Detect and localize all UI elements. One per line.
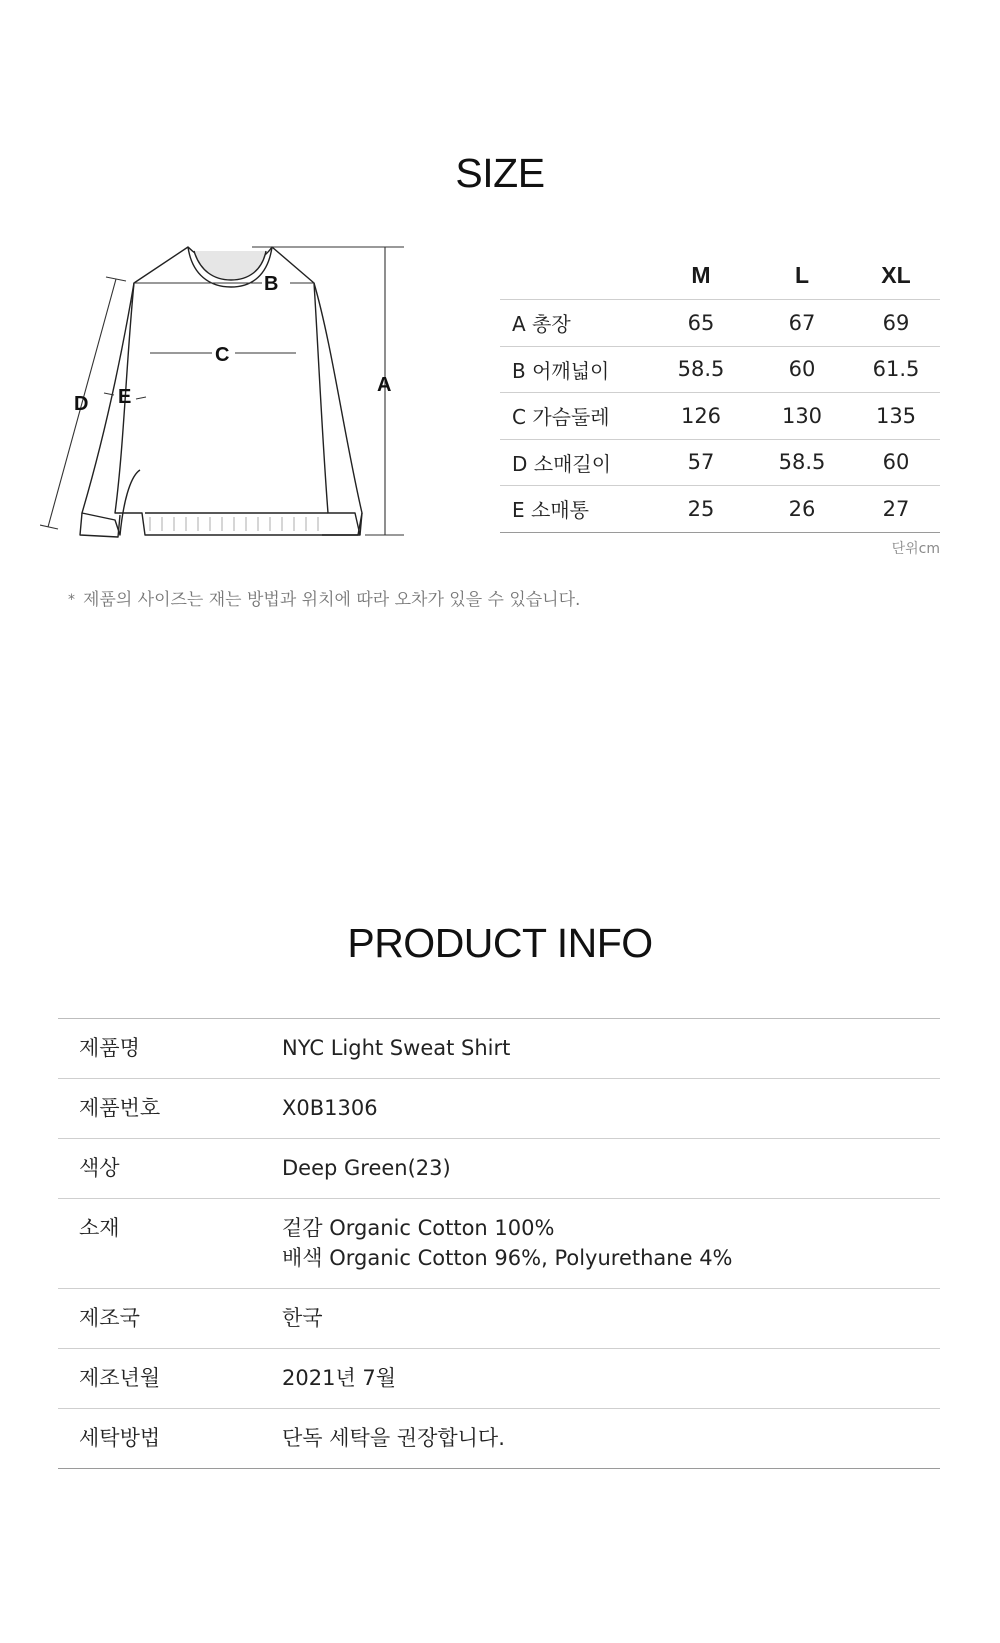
- size-header-l: L: [794, 262, 810, 288]
- sweatshirt-outline: [115, 247, 360, 535]
- diagram-label-b: B: [264, 273, 279, 295]
- info-value: 겉감 Organic Cotton 100% 배색 Organic Cotton 96%, Polyurethane 4%: [282, 1216, 733, 1270]
- size-cell: 25: [687, 496, 715, 521]
- note-asterisk: *: [68, 592, 75, 608]
- diagram-label-a: A: [377, 374, 392, 396]
- size-header-m: M: [691, 262, 711, 288]
- size-cell: 60: [788, 357, 816, 382]
- size-cell: 135: [875, 403, 917, 428]
- info-label: 제조년월: [79, 1366, 161, 1390]
- size-cell: 58.5: [677, 357, 725, 382]
- product-info-title: PRODUCT INFO: [347, 920, 653, 966]
- table-row: [500, 486, 940, 533]
- diagram-label-d: D: [74, 393, 89, 415]
- table-row: [500, 393, 940, 440]
- info-value: 2021년 7월: [282, 1366, 397, 1390]
- table-row: [58, 1409, 940, 1469]
- info-label: 제조국: [79, 1306, 140, 1330]
- diagram-label-c: C: [215, 344, 230, 366]
- size-cell: 69: [882, 310, 910, 335]
- size-cell: 27: [882, 496, 910, 521]
- note-text: 제품의 사이즈는 재는 방법과 위치에 따라 오차가 있을 수 있습니다.: [83, 590, 581, 610]
- size-table-header: [500, 252, 940, 300]
- size-cell: 26: [788, 496, 816, 521]
- info-label: 제품번호: [79, 1096, 161, 1120]
- info-label: 소재: [79, 1216, 120, 1240]
- info-label: 제품명: [79, 1036, 140, 1060]
- table-row: [500, 347, 940, 394]
- product-info-table: [58, 1018, 940, 1469]
- info-value: X0B1306: [282, 1096, 378, 1120]
- size-cell: 58.5: [778, 450, 826, 475]
- size-table: [500, 252, 940, 533]
- table-row: [58, 1199, 940, 1289]
- size-cell: 130: [781, 403, 823, 428]
- size-cell: 65: [687, 310, 715, 335]
- diagram-label-e: E: [118, 386, 132, 408]
- info-value: 한국: [282, 1306, 323, 1330]
- table-row: [58, 1289, 940, 1349]
- info-value: 단독 세탁을 권장합니다.: [282, 1426, 505, 1450]
- size-cell: 126: [680, 403, 722, 428]
- table-row: [500, 440, 940, 487]
- size-cell: 60: [882, 450, 910, 475]
- size-row-label: D 소매길이: [512, 451, 612, 476]
- size-row-label: C 가슴둘레: [512, 405, 610, 430]
- sweatshirt-diagram: [40, 245, 430, 575]
- table-row: [58, 1019, 940, 1079]
- size-row-label: B 어깨넓이: [512, 358, 610, 383]
- size-title: SIZE: [455, 150, 545, 196]
- size-cell: 67: [788, 310, 816, 335]
- unit-label: 단위cm: [891, 541, 940, 557]
- size-cell: 57: [687, 450, 715, 475]
- size-cell: 61.5: [872, 357, 920, 382]
- table-row: [58, 1139, 940, 1199]
- table-row: [500, 300, 940, 347]
- info-label: 세탁방법: [79, 1426, 161, 1450]
- info-value: Deep Green(23): [282, 1156, 451, 1180]
- table-row: [58, 1079, 940, 1139]
- info-value: NYC Light Sweat Shirt: [282, 1036, 511, 1060]
- size-row-label: A 총장: [512, 312, 571, 337]
- size-row-label: E 소매통: [512, 498, 589, 523]
- table-row: [58, 1349, 940, 1409]
- info-label: 색상: [79, 1156, 120, 1180]
- size-note: [68, 585, 580, 610]
- size-header-xl: XL: [881, 262, 911, 288]
